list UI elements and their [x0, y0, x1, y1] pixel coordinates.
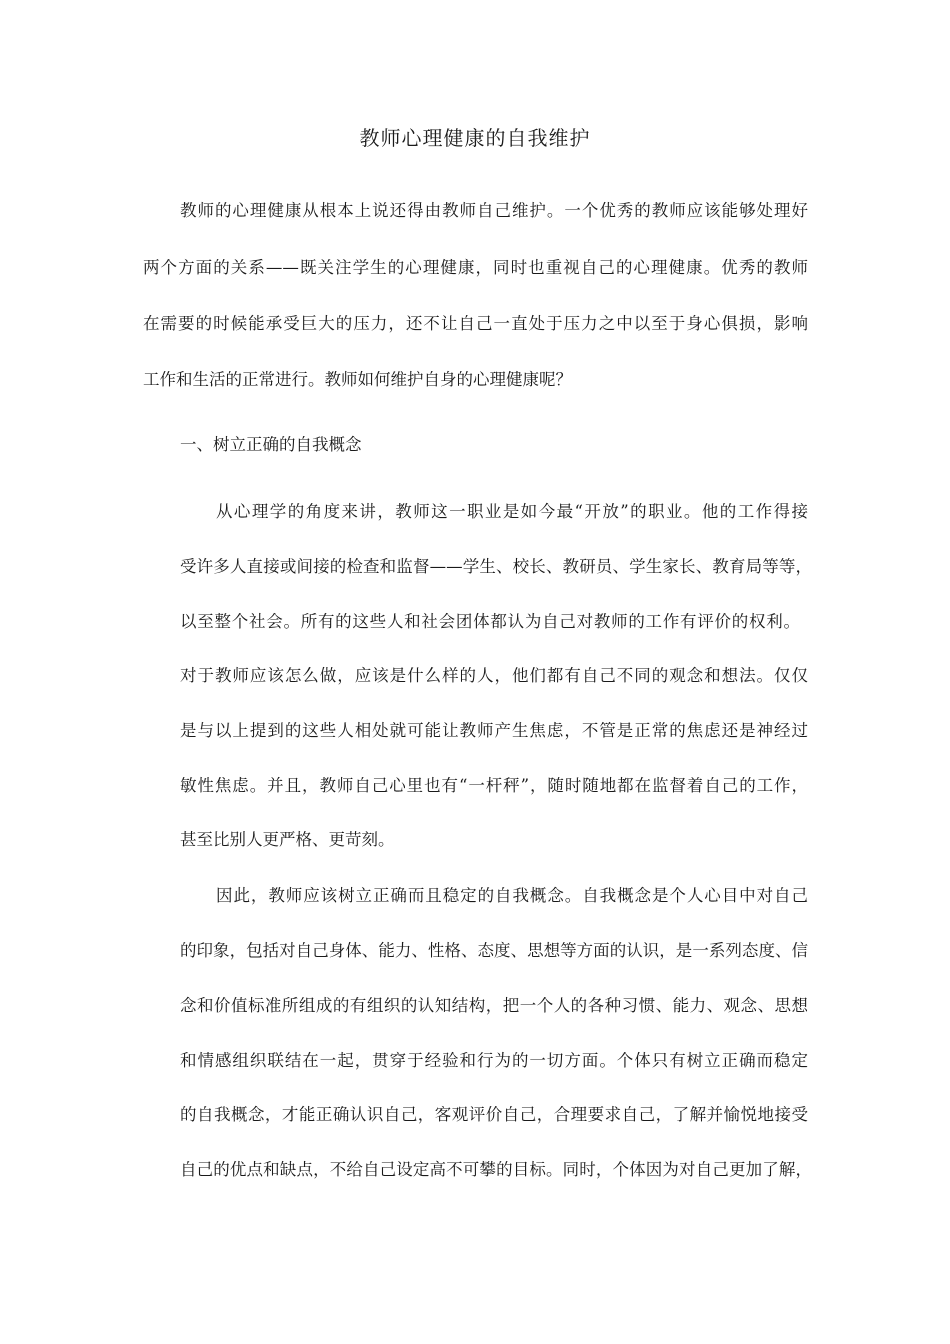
section-heading: 一、树立正确的自我概念 [180, 435, 362, 454]
body-line: 敏性焦虑。并且，教师自己心里也有“一杆秤”，随时随地都在监督着自己的工作， [180, 776, 808, 795]
body-line: 的印象，包括对自己身体、能力、性格、态度、思想等方面的认识，是一系列态度、信 [180, 941, 808, 960]
body-line: 是与以上提到的这些人相处就可能让教师产生焦虑，不管是正常的焦虑还是神经过 [180, 721, 808, 740]
intro-line: 工作和生活的正常进行。教师如何维护自身的心理健康呢？ [143, 370, 572, 389]
body-line: 从心理学的角度来讲，教师这一职业是如今最“开放”的职业。他的工作得接 [216, 502, 808, 521]
body-line: 念和价值标准所组成的有组织的认知结构，把一个人的各种习惯、能力、观念、思想 [180, 996, 808, 1015]
intro-line: 两个方面的关系——既关注学生的心理健康，同时也重视自己的心理健康。优秀的教师 [143, 258, 808, 277]
document-title: 教师心理健康的自我维护 [359, 126, 591, 150]
body-line: 以至整个社会。所有的这些人和社会团体都认为自己对教师的工作有评价的权利。 [180, 612, 800, 631]
body-line: 因此，教师应该树立正确而且稳定的自我概念。自我概念是个人心目中对自己 [216, 886, 808, 905]
body-line: 的自我概念，才能正确认识自己，客观评价自己，合理要求自己，了解并愉悦地接受 [180, 1105, 808, 1124]
intro-line: 教师的心理健康从根本上说还得由教师自己维护。一个优秀的教师应该能够处理好 [180, 201, 808, 220]
body-line: 受许多人直接或间接的检查和监督——学生、校长、教研员、学生家长、教育局等等， [180, 557, 812, 576]
body-line: 对于教师应该怎么做，应该是什么样的人，他们都有自己不同的观念和想法。仅仅 [180, 666, 808, 685]
intro-line: 在需要的时候能承受巨大的压力，还不让自己一直处于压力之中以至于身心俱损，影响 [143, 314, 808, 333]
body-line: 甚至比别人更严格、更苛刻。 [180, 830, 395, 849]
body-line: 自己的优点和缺点，不给自己设定高不可攀的目标。同时，个体因为对自己更加了解， [180, 1160, 812, 1179]
body-line: 和情感组织联结在一起，贯穿于经验和行为的一切方面。个体只有树立正确而稳定 [180, 1051, 808, 1070]
